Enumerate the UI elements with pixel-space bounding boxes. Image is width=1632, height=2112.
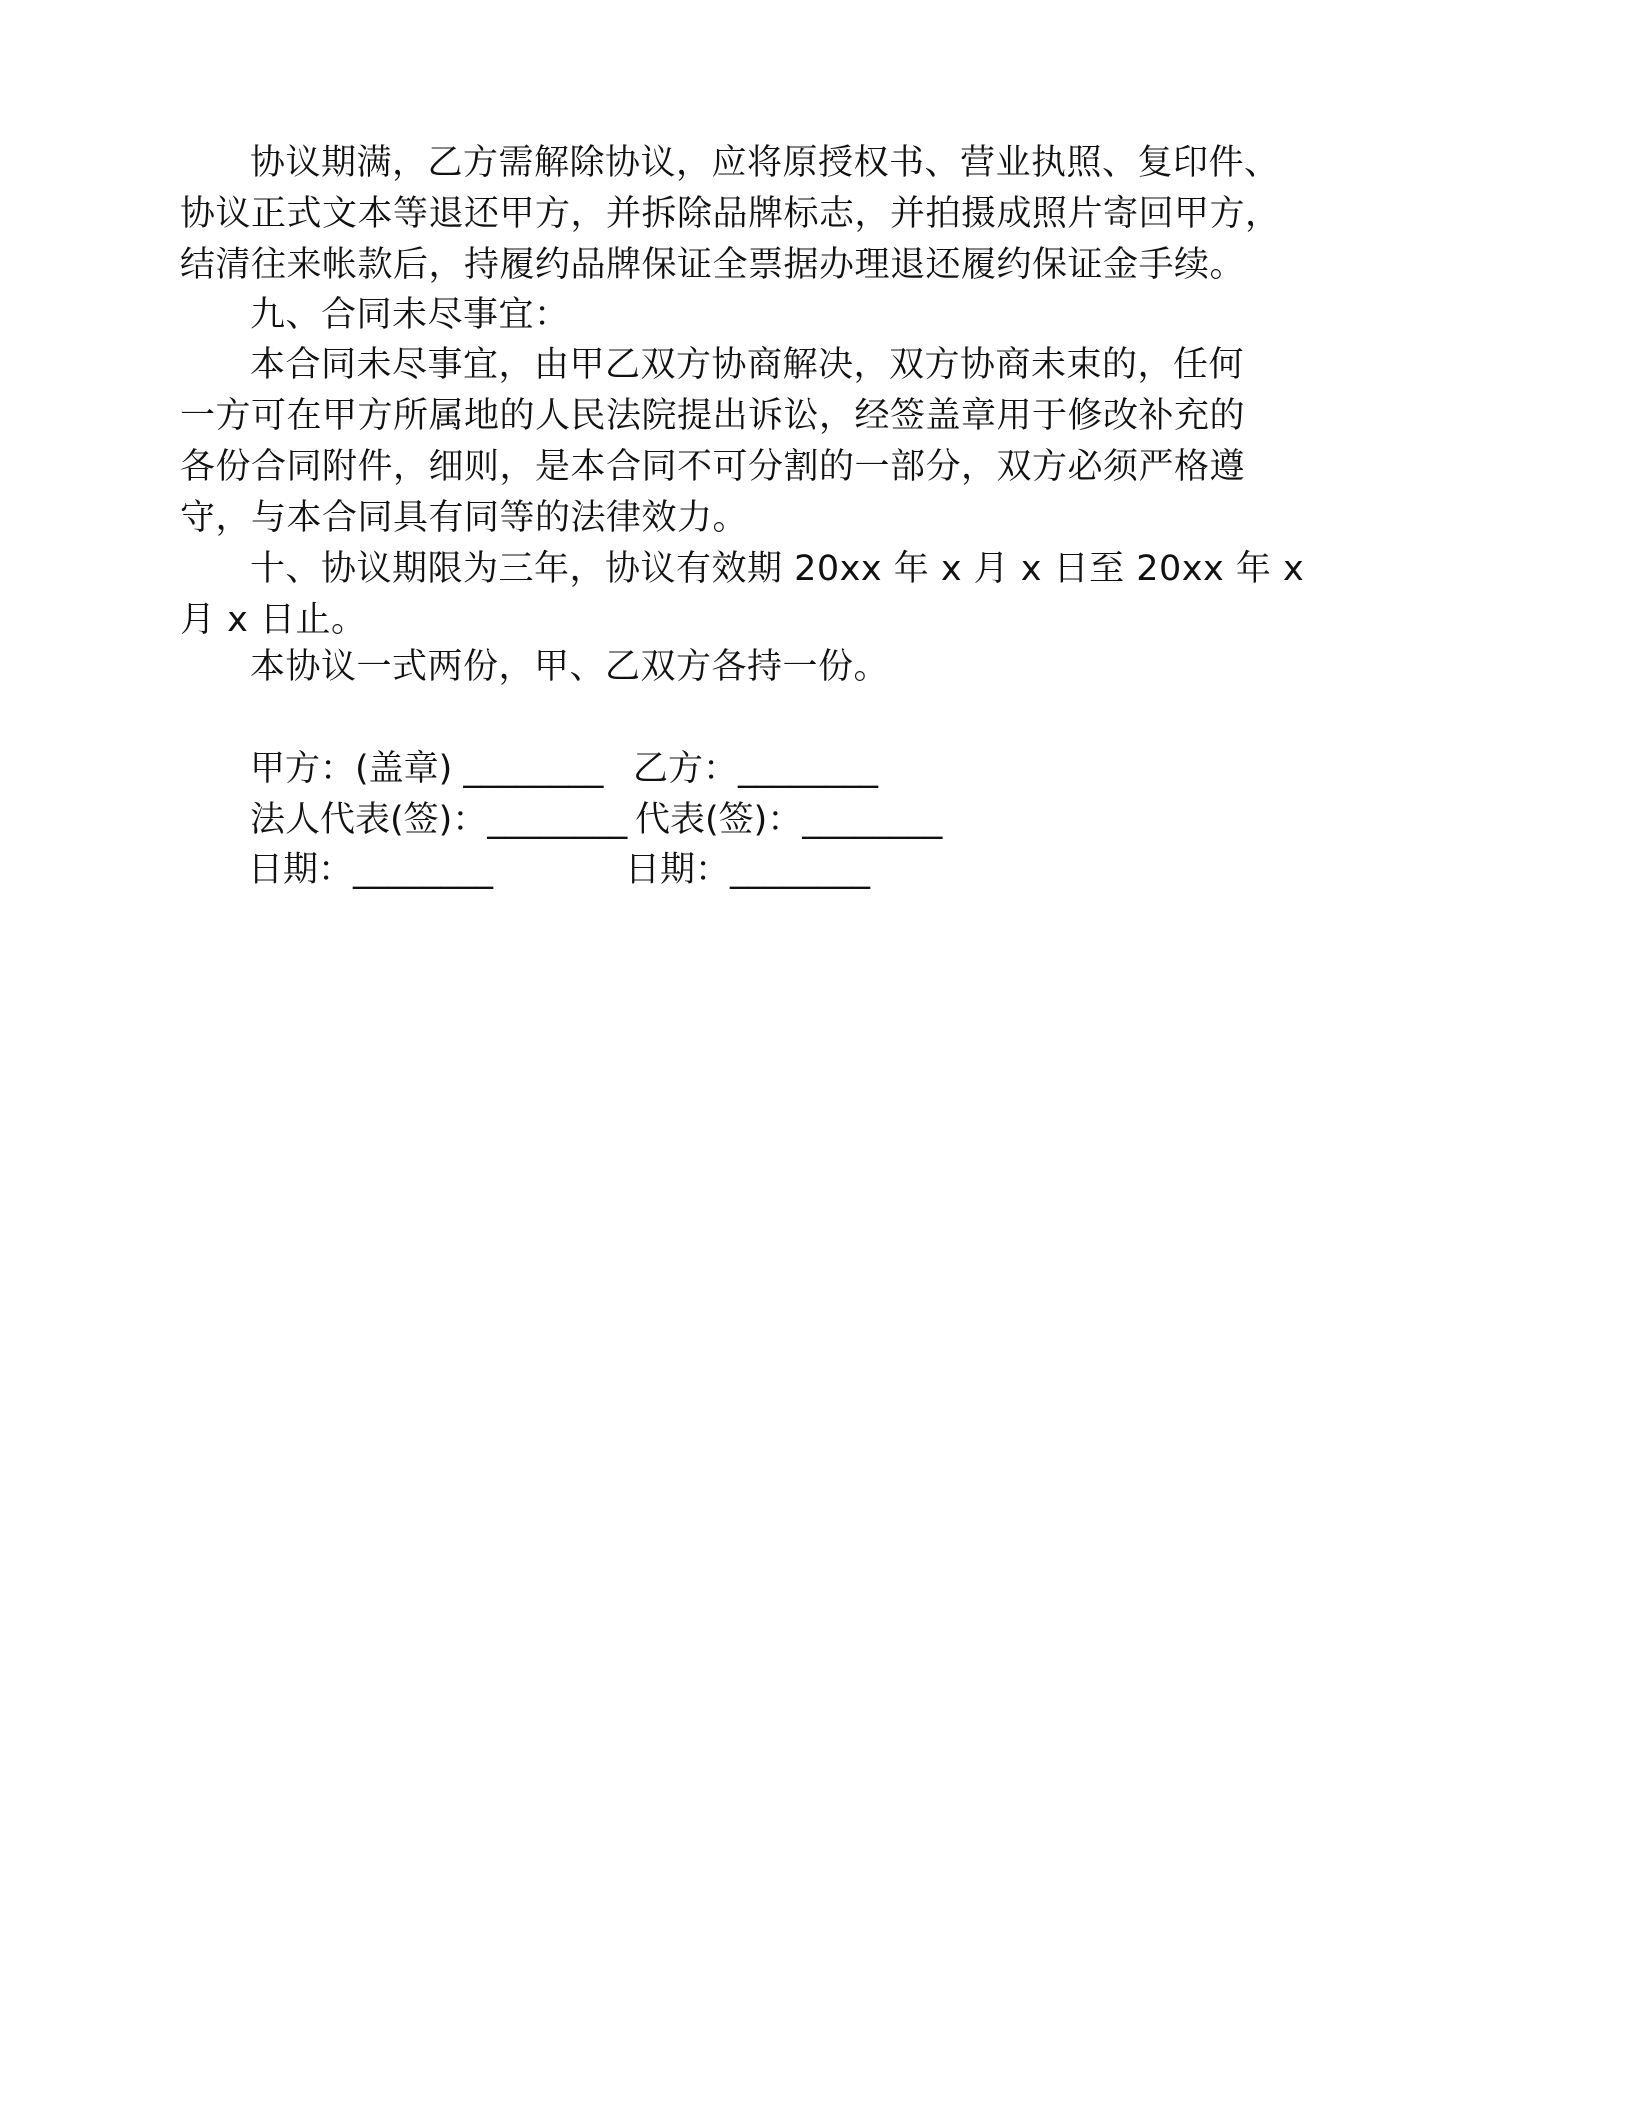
paragraph-line: 一方可在甲方所属地的人民法院提出诉讼，经签盖章用于修改补充的 bbox=[180, 396, 1246, 436]
copies-note: 本协议一式两份，甲、乙双方各持一份。 bbox=[250, 647, 890, 687]
paragraph-line: 协议正式文本等退还甲方，并拆除品牌标志，并拍摄成照片寄回甲方， bbox=[180, 194, 1281, 234]
rep-b-line: 代表(签)：________ bbox=[635, 800, 943, 840]
section-heading: 九、合同未尽事宜： bbox=[250, 295, 570, 335]
legal-rep-a-line: 法人代表(签)：________ bbox=[250, 800, 628, 840]
paragraph-line: 月 x 日止。 bbox=[180, 600, 367, 640]
paragraph-line: 十、协议期限为三年，协议有效期 20xx 年 x 月 x 日至 20xx 年 x bbox=[250, 549, 1305, 589]
date-a-line: 日期：________ bbox=[248, 850, 494, 890]
paragraph-line: 协议期满，乙方需解除协议，应将原授权书、营业执照、复印件、 bbox=[250, 143, 1280, 183]
paragraph-line: 结清往来帐款后，持履约品牌保证全票据办理退还履约保证金手续。 bbox=[180, 245, 1246, 285]
paragraph-line: 守，与本合同具有同等的法律效力。 bbox=[180, 498, 749, 538]
date-b-line: 日期：________ bbox=[625, 850, 871, 890]
party-a-seal-line: 甲方：(盖章) ________ bbox=[250, 749, 604, 789]
paragraph-line: 本合同未尽事宜，由甲乙双方协商解决，双方协商未束的，任何 bbox=[250, 345, 1245, 385]
paragraph-line: 各份合同附件，细则，是本合同不可分割的一部分，双方必须严格遵 bbox=[180, 447, 1246, 487]
party-b-line: 乙方：________ bbox=[633, 749, 879, 789]
